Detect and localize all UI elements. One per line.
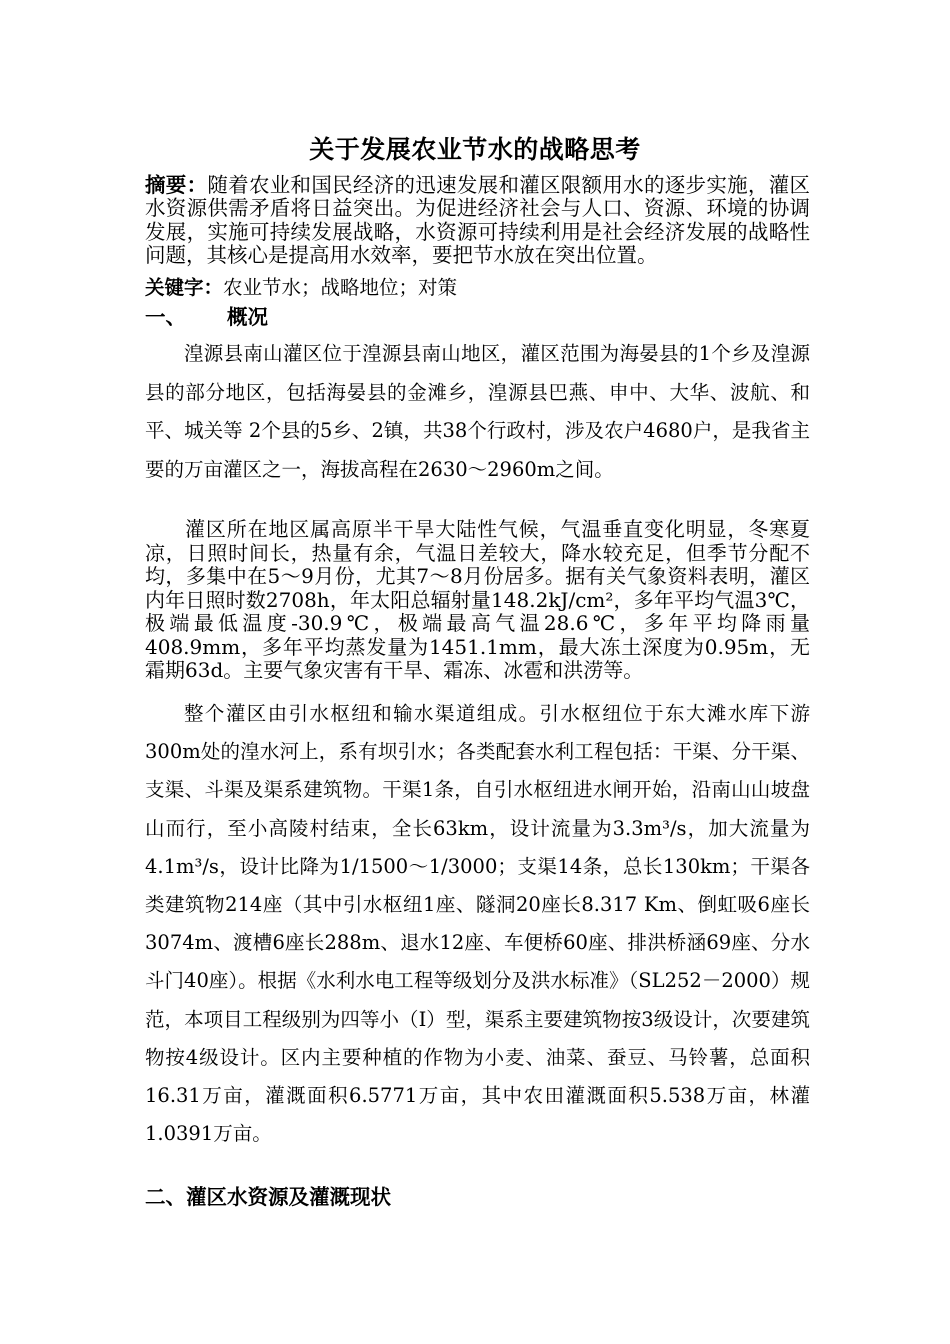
paragraph-overview: 湟源县南山灌区位于湟源县南山地区，灌区范围为海晏县的1个乡及湟源县的部分地区，包括海晏县的金滩乡，湟源县巴燕、申中、大华、波航、和平、城关等 2个县的5乡、2镇，共38个行政村，涉及农户4680户，是我省主要的万亩灌区之一，海拔高程在2630～2960m之间。: [145, 342, 810, 481]
section-1-title: 概况: [227, 305, 268, 329]
keywords-label: 关键字：: [145, 276, 224, 299]
abstract-text: 随着农业和国民经济的迅速发展和灌区限额用水的逐步实施，灌区水资源供需矛盾将日益突出。为促进经济社会与人口、资源、环境的协调发展，实施可持续发展战略，水资源可持续利用是社会经济发展的战略性问题，其核心是提高用水效率，要把节水放在突出位置。: [145, 173, 811, 267]
section-heading-1: [145, 300, 268, 330]
abstract-label: 摘要：: [145, 173, 208, 197]
paragraph-irrigation-works: 整个灌区由引水枢纽和输水渠道组成。引水枢纽位于东大滩水库下游300m处的湟水河上，系有坝引水；各类配套水利工程包括：干渠、分干渠、支渠、斗渠及渠系建筑物。干渠1条，自引水枢纽进水闸开始，沿南山山坡盘山而行，至小高陵村结束，全长63km，设计流量为3.3m³/s，加大流量为4.1m³/s，设计比降为1/1500～1/3000；支渠14条，总长130km；干渠各类建筑物214座（其中引水枢纽1座、隧洞20座长8.317 Km、倒虹吸6座长3074m、渡槽6座长288m、退水12座、车便桥60座、排洪桥涵69座、分水斗门40座）。根据《水利水电工程等级划分及洪水标准》（SL252－2000）规范，本项目工程级别为四等小（Ⅰ）型，渠系主要建筑物按3级设计，次要建筑物按4级设计。区内主要种植的作物为小麦、油菜、蚕豆、马铃薯，总面积16.31万亩，灌溉面积6.5771万亩，其中农田灌溉面积5.538万亩，林灌1.0391万亩。: [145, 702, 810, 1146]
section-1-number: 一、: [145, 305, 186, 329]
paragraph-climate: 灌区所在地区属高原半干旱大陆性气候，气温垂直变化明显，冬寒夏凉，日照时间长，热量有余，气温日差较大，降水较充足，但季节分配不均，多集中在5～9月份，尤其7～8月份居多。据有关气象资料表明，灌区内年日照时数2708h，年太阳总辐射量148.2kJ/cm²，多年平均气温3℃，极端最低温度-30.9℃，极端最高气温28.6℃，多年平均降雨量408.9mm，多年平均蒸发量为1451.1mm，最大冻土深度为0.95m，无霜期63d。主要气象灾害有干旱、霜冻、冰雹和洪涝等。: [145, 517, 810, 682]
section-heading-2: 二、灌区水资源及灌溉现状: [145, 1185, 391, 1209]
document-title: 关于发展农业节水的战略思考: [309, 135, 641, 164]
keywords-text: 农业节水；战略地位；对策: [223, 276, 458, 299]
keywords: [145, 276, 810, 300]
abstract: [145, 174, 810, 267]
